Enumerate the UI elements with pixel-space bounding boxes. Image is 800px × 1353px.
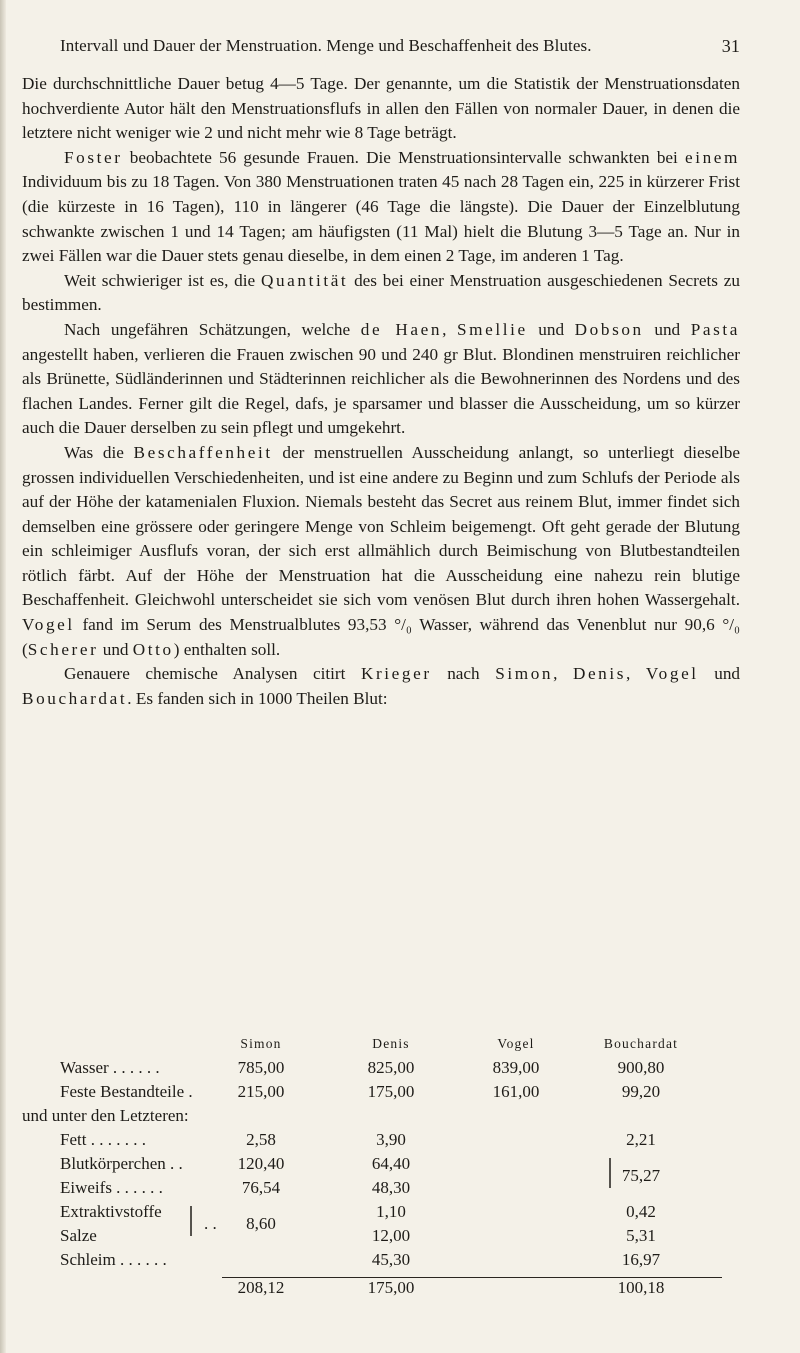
- table-cell: 64,40: [371, 1154, 411, 1173]
- page-number: 31: [721, 36, 740, 56]
- author-name: Otto: [132, 639, 174, 659]
- emphasis: Beschaffenheit: [133, 442, 273, 462]
- total-cell: 100,18: [617, 1278, 665, 1297]
- row-label: Schleim . . . . . .: [60, 1250, 167, 1269]
- author-name: Scherer: [27, 639, 99, 659]
- brace-dots: . .: [204, 1214, 217, 1233]
- table-row: [22, 1250, 740, 1274]
- total-cell: 175,00: [367, 1278, 415, 1297]
- table-cell: 900,80: [617, 1058, 665, 1077]
- table-cell: 12,00: [371, 1226, 411, 1245]
- table-cell: 99,20: [621, 1082, 661, 1101]
- totals-row: [22, 1278, 740, 1302]
- column-header: Simon: [240, 1036, 282, 1051]
- table-row: [22, 1226, 740, 1250]
- paragraph-analyses: Genauere chemische Analysen citirt Krieger nach Simon, Denis, Vogel und Bouchardat. Es fanden sich in 1000 Theilen Blut:: [22, 664, 741, 708]
- paragraph-quantity: Weit schwieriger ist es, die Quantität des bei einer Menstruation ausgeschiedenen Secrets zu bestimmen.: [22, 270, 740, 315]
- author-name: Vogel: [22, 615, 75, 635]
- blood-analysis-table: [22, 1036, 740, 1302]
- author-name: de Haen: [360, 319, 443, 339]
- emphasis: einem: [685, 147, 740, 167]
- row-label: Eiweifs . . . . . .: [60, 1178, 163, 1197]
- table-subheading: [22, 1106, 740, 1130]
- row-label: Fett . . . . . . .: [60, 1130, 146, 1149]
- row-label: Feste Bestandteile .: [60, 1082, 193, 1101]
- table-cell: 839,00: [492, 1058, 540, 1077]
- table-cell: 76,54: [241, 1178, 281, 1197]
- table-cell: 3,90: [376, 1130, 406, 1149]
- table-cell: 45,30: [371, 1250, 411, 1269]
- table-row: [22, 1130, 740, 1154]
- author-name: Krieger: [360, 664, 432, 684]
- row-label: Wasser . . . . . .: [60, 1058, 160, 1077]
- table-cell: 120,40: [237, 1154, 285, 1173]
- emphasis: Quantität: [260, 270, 349, 290]
- table-header-row: [22, 1036, 740, 1058]
- table-cell: 2,21: [626, 1130, 656, 1149]
- author-name: Smellie: [456, 319, 528, 339]
- table-row: [22, 1058, 740, 1082]
- row-label: Blutkörperchen . .: [60, 1154, 183, 1173]
- table-row: [22, 1178, 740, 1202]
- right-brace: |: [188, 1200, 195, 1237]
- column-header: Bouchardat: [603, 1036, 679, 1051]
- table-cell-merged: 8,60: [246, 1214, 276, 1233]
- author-name: Vogel: [645, 664, 699, 684]
- paragraph-foster: Foster beobachtete 56 gesunde Frauen. Die Menstruationsintervalle schwankten bei einem Individuum bis zu 18 Tagen. Von 380 Menstruationen traten 45 nach 28 Tagen ein, 225 in kürzerer Frist (die kürzeste in 16 Tagen), 110 in längerer (46 Tage die längste). Die Dauer der Einzelblutung schwankte zwischen 1 und 14 Tagen; am häufigsten (11 Mal) hielt die Blutung 3—5 Tage an. Nur in zwei Fällen war die Dauer stets genau dieselbe, in dem einen 2 Tage, im anderen 1 Tag.: [22, 147, 740, 266]
- author-name: Foster: [64, 147, 123, 167]
- scan-edge: [0, 0, 6, 1353]
- table-cell-merged: 75,27: [621, 1166, 661, 1185]
- paragraph-duration: Die durchschnittliche Dauer betug 4—5 Tage. Der genannte, um die Statistik der Menstruationsdaten hochverdiente Autor hält den Menstruationsflufs in allen den Fällen von normaler Dauer, in denen die letztere nicht weniger wie 2 und nicht mehr wie 8 Tage beträgt.: [22, 74, 740, 143]
- table-cell: 215,00: [237, 1082, 285, 1101]
- running-title: Intervall und Dauer der Menstruation. Menge und Beschaffenheit des Blutes.: [60, 36, 592, 55]
- table-cell: 175,00: [367, 1082, 415, 1101]
- table-cell: 16,97: [621, 1250, 661, 1269]
- row-label: Extraktivstoffe: [60, 1202, 162, 1221]
- paragraph-composition: Was die Beschaffenheit der menstruellen Ausscheidung anlangt, so unterliegt dieselbe grossen individuellen Verschiedenheiten, und ist eine andere zu Beginn und zum Schlufs der Periode als auf der Höhe der katamenialen Fluxion. Niemals besteht das Secret aus reinem Blut, immer findet sich demselben eine grössere oder geringere Menge von Schleim beigemengt. Oft geht gerade der Blutung ein schleimiger Ausflufs voran, der sich erst allmählich durch Beimischung von Blutbestandteilen rötlich färbt. Auf der Höhe der Menstruation hat die Ausscheidung eine nahezu rein blutige Beschaffenheit. Gleichwohl unterscheidet sie sich vom venösen Blut durch ihren hohen Wassergehalt. Vogel fand im Serum des Menstrualblutes 93,53 °/₀ Wasser, während das Venenblut nur 90,6 °/₀ (Scherer und Otto) enthalten soll.: [22, 442, 740, 659]
- table-cell: 0,42: [626, 1202, 656, 1221]
- table-row: [22, 1082, 740, 1106]
- table-cell: 2,58: [246, 1130, 276, 1149]
- column-header: Vogel: [497, 1036, 535, 1051]
- author-name: Simon: [495, 664, 554, 684]
- paragraph-estimates: Nach ungefähren Schätzungen, welche de Haen, Smellie und Dobson und Pasta angestellt haben, verlieren die Frauen zwischen 90 und 240 gr Blut. Blondinen menstruiren reichlicher als Brünette, Südländerinnen und Städterinnen reichlicher als die Bewohnerinnen des Nordens und des flachen Landes. Ferner gilt die Regel, dafs, je sparsamer und blasser die Ausscheidung, um so kürzer auch die Dauer derselben zu sein pflegt und umgekehrt.: [22, 319, 741, 438]
- table-cell: 825,00: [367, 1058, 415, 1077]
- right-brace: |: [607, 1152, 614, 1189]
- table-cell: 48,30: [371, 1178, 411, 1197]
- body-text: [22, 72, 740, 711]
- table-cell: 161,00: [492, 1082, 540, 1101]
- subheading-label: und unter den Letzteren:: [22, 1106, 189, 1125]
- table-cell: 785,00: [237, 1058, 285, 1077]
- author-name: Denis: [572, 664, 627, 684]
- column-header: Denis: [372, 1036, 410, 1051]
- table-cell: 5,31: [626, 1226, 656, 1245]
- author-name: Dobson: [574, 319, 644, 339]
- total-cell: 208,12: [237, 1278, 285, 1297]
- author-name: Bouchardat: [22, 688, 128, 708]
- table-cell: 1,10: [376, 1202, 406, 1221]
- row-label: Salze: [60, 1226, 97, 1245]
- author-name: Pasta: [690, 319, 741, 339]
